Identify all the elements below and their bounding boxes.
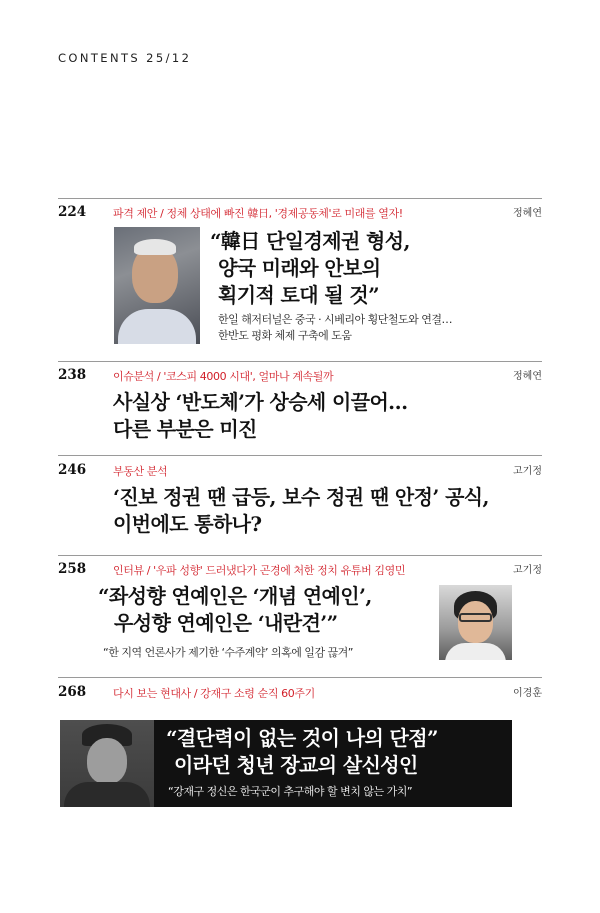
entry-headline: ‘진보 정권 땐 급등, 보수 정권 땐 안정’ 공식, 이번에도 통하나? [113, 485, 489, 536]
entry-author: 정혜연 [513, 371, 542, 382]
entry-headline: “좌성향 연예인은 ‘개념 연예인’, 우성향 연예인은 ‘내란견’” [98, 584, 372, 635]
portrait-photo [60, 720, 154, 807]
entry-headline: “결단력이 없는 것이 나의 단점” 이라던 청년 장교의 살신성인 [166, 726, 438, 777]
divider [58, 455, 542, 456]
hair-shape [134, 239, 176, 255]
entry-kicker: 이슈분석 / '코스피 4000 시대', 얼마나 계속될까 [113, 370, 334, 383]
divider [58, 677, 542, 678]
portrait-photo [114, 227, 200, 344]
page-number: 224 [58, 204, 87, 220]
divider [58, 198, 542, 199]
contents-entry[interactable] [58, 204, 542, 354]
entry-headline: “韓日 단일경제권 형성, 양국 미래와 안보의 획기적 토대 될 것” [210, 229, 410, 307]
contents-entry[interactable] [58, 462, 542, 546]
entry-headline: 사실상 ‘반도체’가 상승세 이끌어… 다른 부분은 미진 [113, 390, 408, 441]
divider [58, 361, 542, 362]
entry-author: 고기정 [513, 565, 542, 576]
entry-kicker: 파격 제안 / 정체 상태에 빠진 韓日, '경제공동체'로 미래를 열자! [113, 207, 403, 220]
portrait-photo [439, 585, 512, 660]
page-number: 258 [58, 561, 87, 577]
feature-banner[interactable] [60, 720, 512, 807]
shirt-shape [445, 643, 506, 660]
divider [58, 555, 542, 556]
uniform-shape [64, 782, 150, 807]
entry-subheadline: “강재구 정신은 한국군이 추구해야 할 변치 않는 가치” [168, 785, 413, 798]
shirt-shape [118, 309, 196, 344]
entry-subheadline: “한 지역 언론사가 제기한 ‘수주계약’ 의혹에 일감 끊겨” [103, 646, 354, 659]
contents-entry[interactable] [58, 561, 542, 671]
page-number: 268 [58, 684, 87, 700]
page-number: 246 [58, 462, 87, 478]
face-shape [458, 601, 493, 643]
entry-author: 정혜연 [513, 208, 542, 219]
entry-author: 고기정 [513, 466, 542, 477]
entry-author: 이경훈 [513, 688, 542, 699]
entry-kicker: 인터뷰 / '우파 성향' 드러냈다가 곤경에 처한 정치 유튜버 김영민 [113, 564, 406, 577]
contents-header: CONTENTS 25/12 [58, 51, 192, 65]
entry-subheadline: 한일 해저터널은 중국 · 시베리아 횡단철도와 연결… 한반도 평화 체제 구축에 도움 [218, 313, 452, 342]
page-number: 238 [58, 367, 87, 383]
face-shape [87, 738, 127, 784]
contents-entry[interactable] [58, 684, 542, 714]
entry-kicker: 부동산 분석 [113, 465, 168, 478]
contents-entry[interactable] [58, 367, 542, 447]
glasses-shape [459, 613, 492, 622]
entry-kicker: 다시 보는 현대사 / 강재구 소령 순직 60주기 [113, 687, 315, 700]
